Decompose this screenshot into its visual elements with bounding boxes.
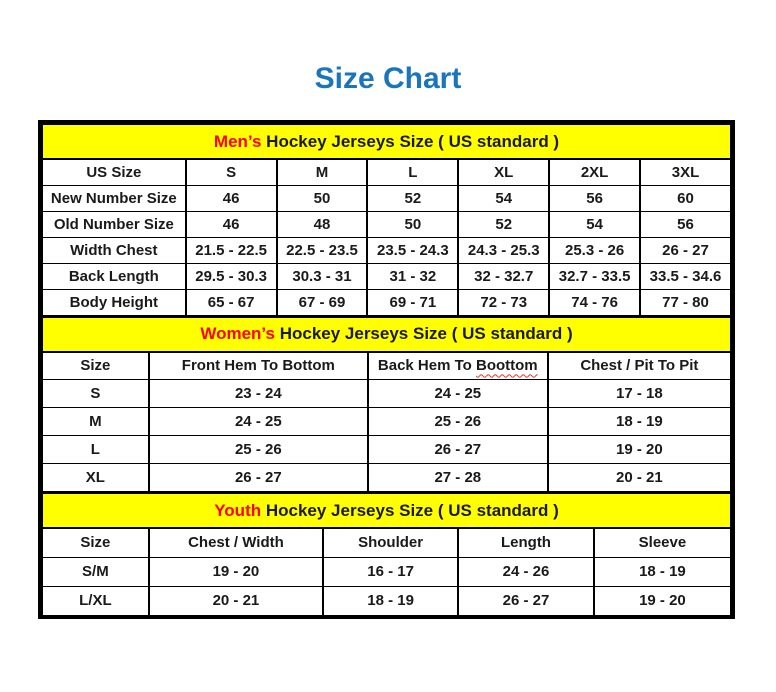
value-cell: 20 - 21 (548, 464, 731, 492)
value-cell: 50 (277, 185, 368, 211)
mens-table-title (42, 124, 731, 159)
column-header: Size (42, 352, 149, 380)
youth-table-title (42, 493, 731, 528)
mens-header-row (42, 159, 731, 185)
column-header: Shoulder (323, 528, 458, 557)
table-row (42, 237, 731, 263)
youth-title-accent: Youth (214, 500, 262, 520)
mens-table-title-row (42, 124, 731, 159)
value-cell: 23.5 - 24.3 (367, 237, 458, 263)
value-cell: 33.5 - 34.6 (640, 263, 731, 289)
row-label: L (42, 436, 149, 464)
value-cell: 24.3 - 25.3 (458, 237, 549, 263)
column-header: 3XL (640, 159, 731, 185)
page-title: Size Chart (314, 62, 462, 95)
column-header: M (277, 159, 368, 185)
value-cell: 32.7 - 33.5 (549, 263, 640, 289)
row-label: S (42, 380, 149, 408)
mens-title-rest: Hockey Jerseys Size ( US standard ) (261, 131, 560, 151)
row-label: Back Length (42, 263, 186, 289)
value-cell: 20 - 21 (149, 586, 323, 615)
youth-title-rest: Hockey Jerseys Size ( US standard ) (261, 500, 559, 520)
table-row (42, 408, 731, 436)
value-cell: 25 - 26 (368, 408, 548, 436)
row-label: S/M (42, 557, 149, 586)
row-label: Width Chest (42, 237, 186, 263)
value-cell: 16 - 17 (323, 557, 458, 586)
womens-table-title-row (42, 317, 731, 352)
value-cell: 50 (367, 211, 458, 237)
value-cell: 60 (640, 185, 731, 211)
column-header: Size (42, 528, 149, 557)
value-cell: 24 - 25 (368, 380, 548, 408)
value-cell: 52 (367, 185, 458, 211)
value-cell: 21.5 - 22.5 (186, 237, 277, 263)
table-row (42, 557, 731, 586)
column-header: L (367, 159, 458, 185)
value-cell: 46 (186, 185, 277, 211)
youth-header-row (42, 528, 731, 557)
table-row (42, 586, 731, 615)
table-row (42, 289, 731, 315)
row-label: Old Number Size (42, 211, 186, 237)
table-row (42, 436, 731, 464)
womens-table-title (42, 317, 731, 352)
value-cell: 18 - 19 (323, 586, 458, 615)
value-cell: 52 (458, 211, 549, 237)
mens-size-table (41, 123, 732, 316)
value-cell: 19 - 20 (548, 436, 731, 464)
value-cell: 19 - 20 (149, 557, 323, 586)
column-header: Front Hem To Bottom (149, 352, 368, 380)
value-cell: 46 (186, 211, 277, 237)
value-cell: 69 - 71 (367, 289, 458, 315)
value-cell: 26 - 27 (458, 586, 594, 615)
womens-size-table (41, 316, 732, 493)
value-cell: 25 - 26 (149, 436, 368, 464)
value-cell: 72 - 73 (458, 289, 549, 315)
column-header-text: Back Hem To (377, 357, 472, 375)
value-cell: 26 - 27 (640, 237, 731, 263)
value-cell: 54 (458, 185, 549, 211)
value-cell: 26 - 27 (149, 464, 368, 492)
youth-size-table (41, 492, 732, 616)
column-header (368, 352, 548, 380)
value-cell: 23 - 24 (149, 380, 368, 408)
value-cell: 18 - 19 (594, 557, 731, 586)
value-cell: 56 (549, 185, 640, 211)
size-chart (38, 120, 735, 619)
table-row (42, 464, 731, 492)
column-header: Chest / Width (149, 528, 323, 557)
row-label: XL (42, 464, 149, 492)
value-cell: 67 - 69 (277, 289, 368, 315)
row-label: L/XL (42, 586, 149, 615)
column-header: 2XL (549, 159, 640, 185)
value-cell: 25.3 - 26 (549, 237, 640, 263)
value-cell: 30.3 - 31 (277, 263, 368, 289)
table-row (42, 380, 731, 408)
value-cell: 32 - 32.7 (458, 263, 549, 289)
value-cell: 22.5 - 23.5 (277, 237, 368, 263)
column-header: XL (458, 159, 549, 185)
table-row (42, 211, 731, 237)
youth-table-title-row (42, 493, 731, 528)
value-cell: 77 - 80 (640, 289, 731, 315)
row-label: New Number Size (42, 185, 186, 211)
value-cell: 17 - 18 (548, 380, 731, 408)
table-row (42, 263, 731, 289)
value-cell: 18 - 19 (548, 408, 731, 436)
womens-title-rest: Hockey Jerseys Size ( US standard ) (274, 324, 573, 343)
misspelled-word: Boottom (476, 357, 538, 375)
value-cell: 48 (277, 211, 368, 237)
column-header: Sleeve (594, 528, 731, 557)
value-cell: 56 (640, 211, 731, 237)
value-cell: 54 (549, 211, 640, 237)
row-label: Body Height (42, 289, 186, 315)
value-cell: 19 - 20 (594, 586, 731, 615)
womens-title-accent: Women’s (200, 324, 275, 343)
row-label: M (42, 408, 149, 436)
column-header: US Size (42, 159, 186, 185)
mens-title-accent: Men’s (213, 131, 262, 151)
value-cell: 24 - 25 (149, 408, 368, 436)
column-header: S (186, 159, 277, 185)
value-cell: 31 - 32 (367, 263, 458, 289)
value-cell: 65 - 67 (186, 289, 277, 315)
value-cell: 29.5 - 30.3 (186, 263, 277, 289)
table-row (42, 185, 731, 211)
value-cell: 27 - 28 (368, 464, 548, 492)
column-header: Length (458, 528, 594, 557)
value-cell: 26 - 27 (368, 436, 548, 464)
womens-header-row (42, 352, 731, 380)
value-cell: 74 - 76 (549, 289, 640, 315)
column-header: Chest / Pit To Pit (548, 352, 731, 380)
value-cell: 24 - 26 (458, 557, 594, 586)
